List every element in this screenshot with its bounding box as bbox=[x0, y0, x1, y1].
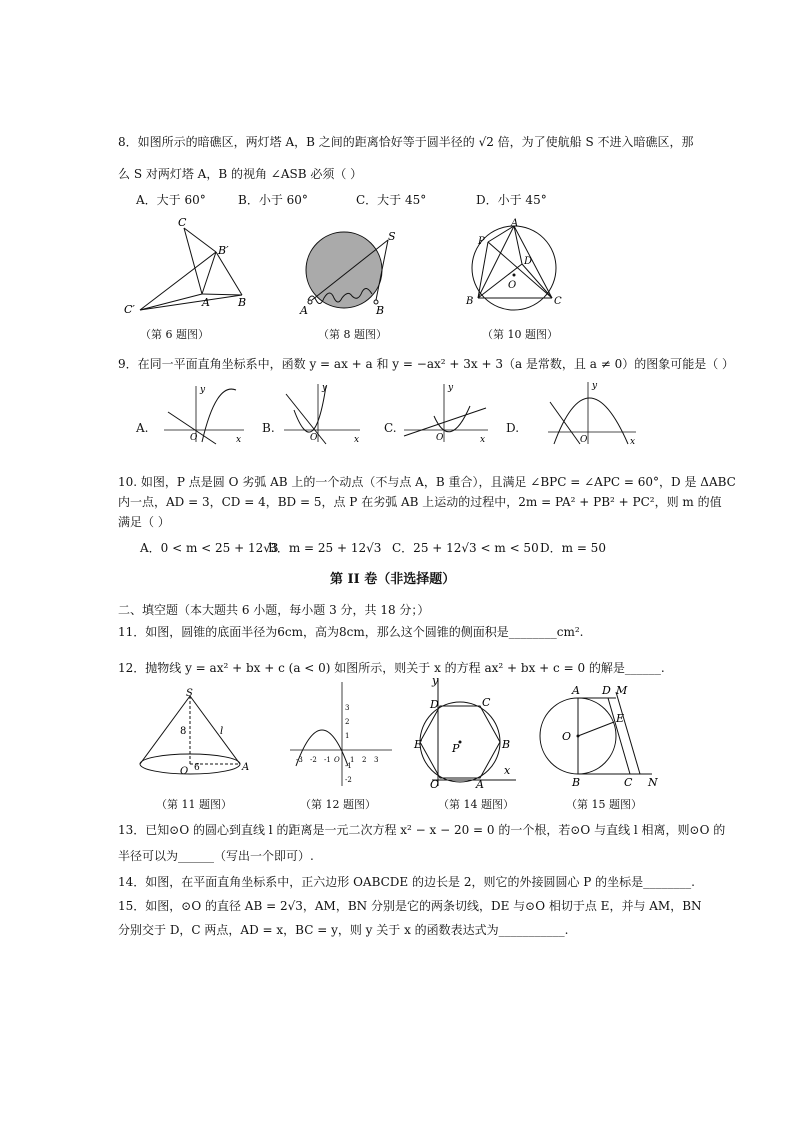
q9a-origin: O bbox=[190, 433, 198, 443]
q9-text: 9．在同一平面直角坐标系中，函数 y = ax + a 和 y = −ax² + 3x + 3（a 是常数，且 a ≠ 0）的图象可能是（ ） bbox=[118, 357, 735, 371]
q9-option-a: A. bbox=[136, 421, 149, 435]
fig10-label-p: P bbox=[478, 236, 485, 247]
q9a-axis-y: y bbox=[200, 385, 206, 395]
figure-q6 bbox=[118, 214, 268, 314]
fig15-label-b: B bbox=[572, 776, 581, 789]
fig8-label-b: B bbox=[376, 304, 385, 317]
fig6-label-b: B bbox=[238, 296, 247, 309]
q8-option-c: C．大于 45° bbox=[356, 193, 427, 207]
q9c-axis-x: x bbox=[480, 435, 486, 445]
q9-graph-b bbox=[280, 380, 364, 446]
fig12-tick-neg2: -2 bbox=[310, 756, 317, 764]
fig10-label-b: B bbox=[466, 296, 474, 307]
fig6-label-a: A bbox=[202, 296, 210, 309]
fig15-label-a: A bbox=[572, 684, 580, 697]
section-subtitle: 二、填空题（本大题共 6 小题，每小题 3 分，共 18 分；） bbox=[118, 603, 430, 617]
fig10-label-o: O bbox=[508, 280, 517, 291]
fig15-label-m: M bbox=[616, 684, 628, 697]
fig14-label-a: A bbox=[476, 778, 484, 791]
figure-q8 bbox=[296, 222, 406, 318]
fig14-label-y: y bbox=[432, 674, 439, 687]
q13-line2: 半径可以为______（写出一个即可）. bbox=[118, 849, 314, 863]
fig12-tick-3: 3 bbox=[374, 756, 379, 764]
figure-q10 bbox=[462, 218, 572, 318]
fig12-ytick-1: 1 bbox=[345, 732, 350, 740]
q15-line2: 分别交于 D，C 两点，AD = x，BC = y，则 y 关于 x 的函数表达式为___________. bbox=[118, 923, 569, 937]
q10-line3: 满足（ ） bbox=[118, 515, 170, 529]
fig6-label-b-prime: B′ bbox=[218, 244, 229, 257]
fig14-label-x: x bbox=[504, 764, 511, 777]
fig14-label-p: P bbox=[452, 742, 460, 755]
caption-q6: （第 6 题图） bbox=[140, 328, 209, 341]
figure-q11 bbox=[130, 688, 256, 784]
q9-option-b: B. bbox=[262, 421, 275, 435]
q9-option-d: D. bbox=[506, 421, 520, 435]
q10-option-c: C．25 + 12√3 < m < 50 bbox=[392, 541, 539, 555]
fig8-label-a: A bbox=[300, 304, 308, 317]
q10-line1: 10. 如图，P 点是圆 O 劣弧 AB 上的一个动点（不与点 A，B 重合），且满足 ∠BPC = ∠APC = 60°，D 是 ΔABC bbox=[118, 475, 736, 489]
fig12-tick-2: 2 bbox=[362, 756, 367, 764]
q9c-axis-y: y bbox=[448, 383, 454, 393]
q9b-axis-x: x bbox=[354, 435, 360, 445]
fig12-ytick-neg2: -2 bbox=[345, 776, 352, 784]
q9-graph-c bbox=[400, 380, 492, 446]
q9-option-c: C. bbox=[384, 421, 397, 435]
fig14-label-c: C bbox=[482, 696, 491, 709]
fig11-label-8: 8 bbox=[180, 726, 187, 737]
q8-line1: 8．如图所示的暗礁区，两灯塔 A，B 之间的距离恰好等于圆半径的 √2 倍，为了使航船 S 不进入暗礁区，那 bbox=[118, 135, 694, 149]
fig12-tick-neg1: -1 bbox=[324, 756, 331, 764]
q11-text: 11．如图，圆锥的底面半径为6cm，高为8cm，那么这个圆锥的侧面积是________cm². bbox=[118, 625, 584, 639]
q9-graph-a bbox=[160, 382, 248, 446]
q10-line2: 内一点，AD = 3，CD = 4，BD = 5，点 P 在劣弧 AB 上运动的过程中，2m = PA² + PB² + PC²，则 m 的值 bbox=[118, 495, 722, 509]
fig14-label-b: B bbox=[502, 738, 511, 751]
q15-line1: 15．如图，⊙O 的直径 AB = 2√3，AM，BN 分别是它的两条切线，DE 与⊙O 相切于点 E，并与 AM，BN bbox=[118, 899, 702, 913]
figure-q15 bbox=[536, 680, 660, 788]
fig10-label-a: A bbox=[511, 218, 519, 229]
caption-q11: （第 11 题图） bbox=[156, 798, 232, 811]
q12-text: 12．抛物线 y = ax² + bx + c (a < 0) 如图所示，则关于 x 的方程 ax² + bx + c = 0 的解是______. bbox=[118, 661, 665, 675]
fig11-label-l: l bbox=[220, 726, 224, 737]
caption-q8: （第 8 题图） bbox=[318, 328, 387, 341]
caption-q10: （第 10 题图） bbox=[482, 328, 558, 341]
fig11-label-o: O bbox=[180, 766, 189, 777]
fig11-label-a: A bbox=[242, 762, 250, 773]
q9d-axis-y: y bbox=[592, 381, 598, 391]
fig10-label-d: D bbox=[524, 256, 533, 267]
fig12-tick-neg3: -3 bbox=[296, 756, 303, 764]
caption-q14: （第 14 题图） bbox=[438, 798, 514, 811]
fig6-label-c-prime: C′ bbox=[124, 303, 135, 316]
q8-option-b: B．小于 60° bbox=[238, 193, 308, 207]
fig15-label-d: D bbox=[602, 684, 611, 697]
figure-q14 bbox=[414, 674, 518, 791]
q9d-origin: O bbox=[580, 435, 588, 445]
q10-option-a: A．0 < m < 25 + 12√3 bbox=[140, 541, 279, 555]
section-title: 第 II 卷（非选择题） bbox=[330, 572, 456, 587]
fig15-label-e: E bbox=[616, 712, 625, 725]
fig12-ytick-2: 2 bbox=[345, 718, 350, 726]
fig11-label-6: 6 bbox=[194, 763, 200, 773]
q9b-axis-y: y bbox=[322, 383, 328, 393]
fig14-label-o: O bbox=[430, 778, 440, 791]
fig15-label-c: C bbox=[624, 776, 633, 789]
fig6-label-c: C bbox=[178, 216, 187, 229]
q9a-axis-x: x bbox=[236, 435, 242, 445]
caption-q12: （第 12 题图） bbox=[300, 798, 376, 811]
caption-q15: （第 15 题图） bbox=[566, 798, 642, 811]
q14-text: 14．如图，在平面直角坐标系中，正六边形 OABCDE 的边长是 2，则它的外接圆圆心 P 的坐标是________. bbox=[118, 875, 695, 889]
q9d-axis-x: x bbox=[630, 437, 636, 447]
figure-q12 bbox=[288, 680, 394, 790]
fig14-label-e: E bbox=[414, 738, 423, 751]
fig11-label-s: S bbox=[186, 688, 193, 699]
fig12-ytick-neg1: -1 bbox=[345, 762, 352, 770]
q9b-origin: O bbox=[310, 433, 318, 443]
fig15-label-n: N bbox=[648, 776, 658, 789]
fig12-tick-1: 1 bbox=[350, 756, 355, 764]
q10-option-d: D．m = 50 bbox=[540, 541, 606, 555]
q13-line1: 13．已知⊙O 的圆心到直线 l 的距离是一元二次方程 x² − x − 20 = 0 的一个根，若⊙O 与直线 l 相离，则⊙O 的 bbox=[118, 823, 726, 837]
q10-option-b: B．m = 25 + 12√3 bbox=[268, 541, 382, 555]
q9-graph-d bbox=[544, 378, 640, 448]
fig15-label-o: O bbox=[562, 730, 572, 743]
fig8-label-s: S bbox=[388, 230, 396, 243]
q8-line2: 么 S 对两灯塔 A，B 的视角 ∠ASB 必须（ ） bbox=[118, 167, 363, 181]
q8-option-d: D．小于 45° bbox=[476, 193, 547, 207]
q9c-origin: O bbox=[436, 433, 444, 443]
fig10-label-c: C bbox=[554, 296, 562, 307]
fig12-origin: O bbox=[334, 756, 340, 764]
fig12-ytick-3: 3 bbox=[345, 704, 350, 712]
fig14-label-d: D bbox=[430, 698, 439, 711]
q8-option-a: A．大于 60° bbox=[136, 193, 206, 207]
